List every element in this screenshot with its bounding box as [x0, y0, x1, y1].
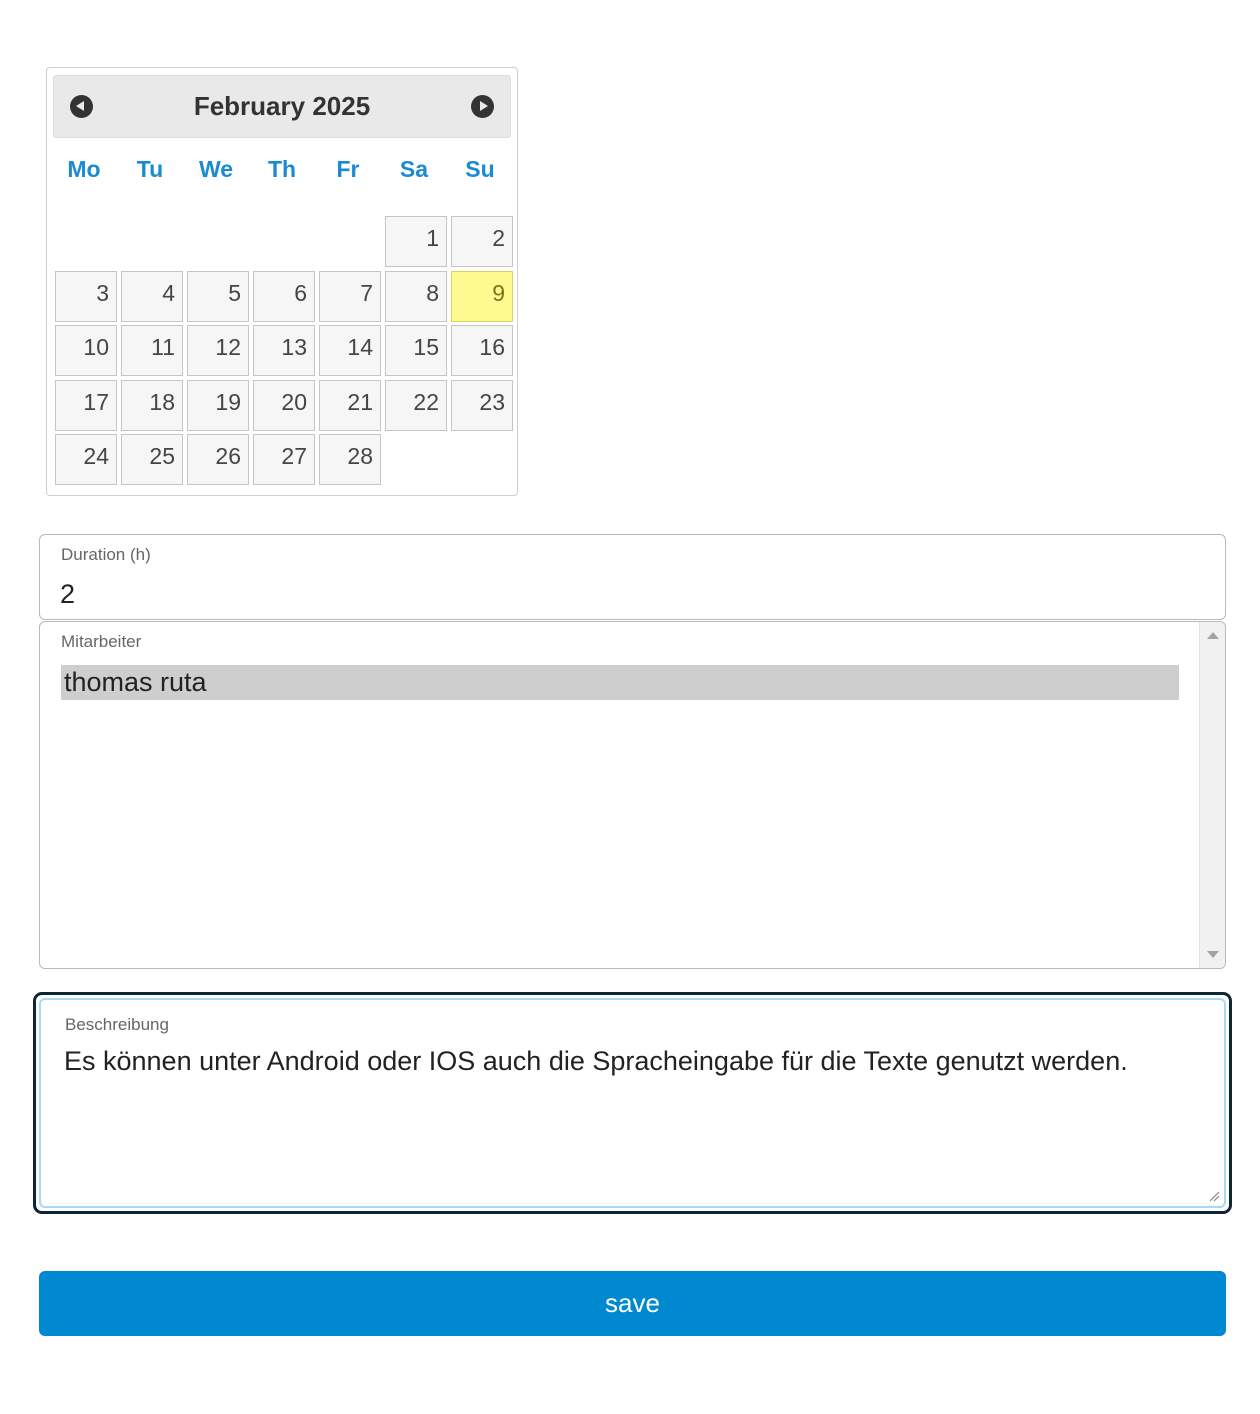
calendar-day[interactable]: 21	[319, 380, 381, 431]
calendar-day[interactable]: 19	[187, 380, 249, 431]
calendar-day[interactable]: 5	[187, 271, 249, 322]
calendar-day[interactable]: 27	[253, 434, 315, 485]
beschreibung-focus-ring	[33, 992, 1232, 1214]
scroll-up-arrow-icon[interactable]	[1207, 632, 1219, 639]
beschreibung-field	[39, 998, 1226, 1208]
calendar-day[interactable]: 28	[319, 434, 381, 485]
calendar-day[interactable]: 4	[121, 271, 183, 322]
calendar-day[interactable]: 11	[121, 325, 183, 376]
calendar-day[interactable]: 26	[187, 434, 249, 485]
weekday-th: Th	[267, 156, 297, 182]
calendar-day[interactable]: 6	[253, 271, 315, 322]
calendar-day[interactable]: 25	[121, 434, 183, 485]
calendar-day-today[interactable]: 9	[451, 271, 513, 322]
calendar-grid	[47, 68, 517, 495]
save-button[interactable]: save	[39, 1271, 1226, 1336]
weekday-mo: Mo	[67, 156, 101, 182]
calendar-day[interactable]: 12	[187, 325, 249, 376]
beschreibung-label: Beschreibung	[65, 1015, 169, 1034]
weekday-we: We	[198, 156, 234, 182]
month-title: February 2025	[193, 91, 371, 121]
mitarbeiter-label: Mitarbeiter	[61, 632, 142, 651]
calendar-day[interactable]: 2	[451, 216, 513, 267]
duration-label: Duration (h)	[61, 545, 151, 564]
calendar-day[interactable]: 23	[451, 380, 513, 431]
weekday-fr: Fr	[336, 156, 360, 182]
calendar-day[interactable]: 20	[253, 380, 315, 431]
datepicker	[46, 67, 518, 496]
weekday-su: Su	[465, 156, 495, 182]
beschreibung-textarea[interactable]	[64, 1046, 1194, 1186]
calendar-day[interactable]: 17	[55, 380, 117, 431]
mitarbeiter-select[interactable]	[39, 621, 1226, 969]
weekday-sa: Sa	[399, 156, 429, 182]
calendar-day[interactable]: 3	[55, 271, 117, 322]
resize-handle-icon[interactable]	[1208, 1190, 1220, 1202]
weekday-tu: Tu	[136, 156, 164, 182]
mitarbeiter-option-selected[interactable]: thomas ruta	[61, 665, 1179, 700]
calendar-day[interactable]: 18	[121, 380, 183, 431]
calendar-day[interactable]: 10	[55, 325, 117, 376]
calendar-day[interactable]: 14	[319, 325, 381, 376]
calendar-day[interactable]: 22	[385, 380, 447, 431]
mitarbeiter-options	[61, 665, 1179, 700]
calendar-day[interactable]: 8	[385, 271, 447, 322]
calendar-day[interactable]: 1	[385, 216, 447, 267]
duration-input[interactable]	[60, 577, 1200, 611]
calendar-day[interactable]: 7	[319, 271, 381, 322]
calendar-day[interactable]: 16	[451, 325, 513, 376]
calendar-day[interactable]: 15	[385, 325, 447, 376]
duration-field	[39, 534, 1226, 620]
calendar-day[interactable]: 24	[55, 434, 117, 485]
calendar-day[interactable]: 13	[253, 325, 315, 376]
mitarbeiter-scrollbar[interactable]	[1199, 622, 1225, 968]
scroll-down-arrow-icon[interactable]	[1207, 951, 1219, 958]
